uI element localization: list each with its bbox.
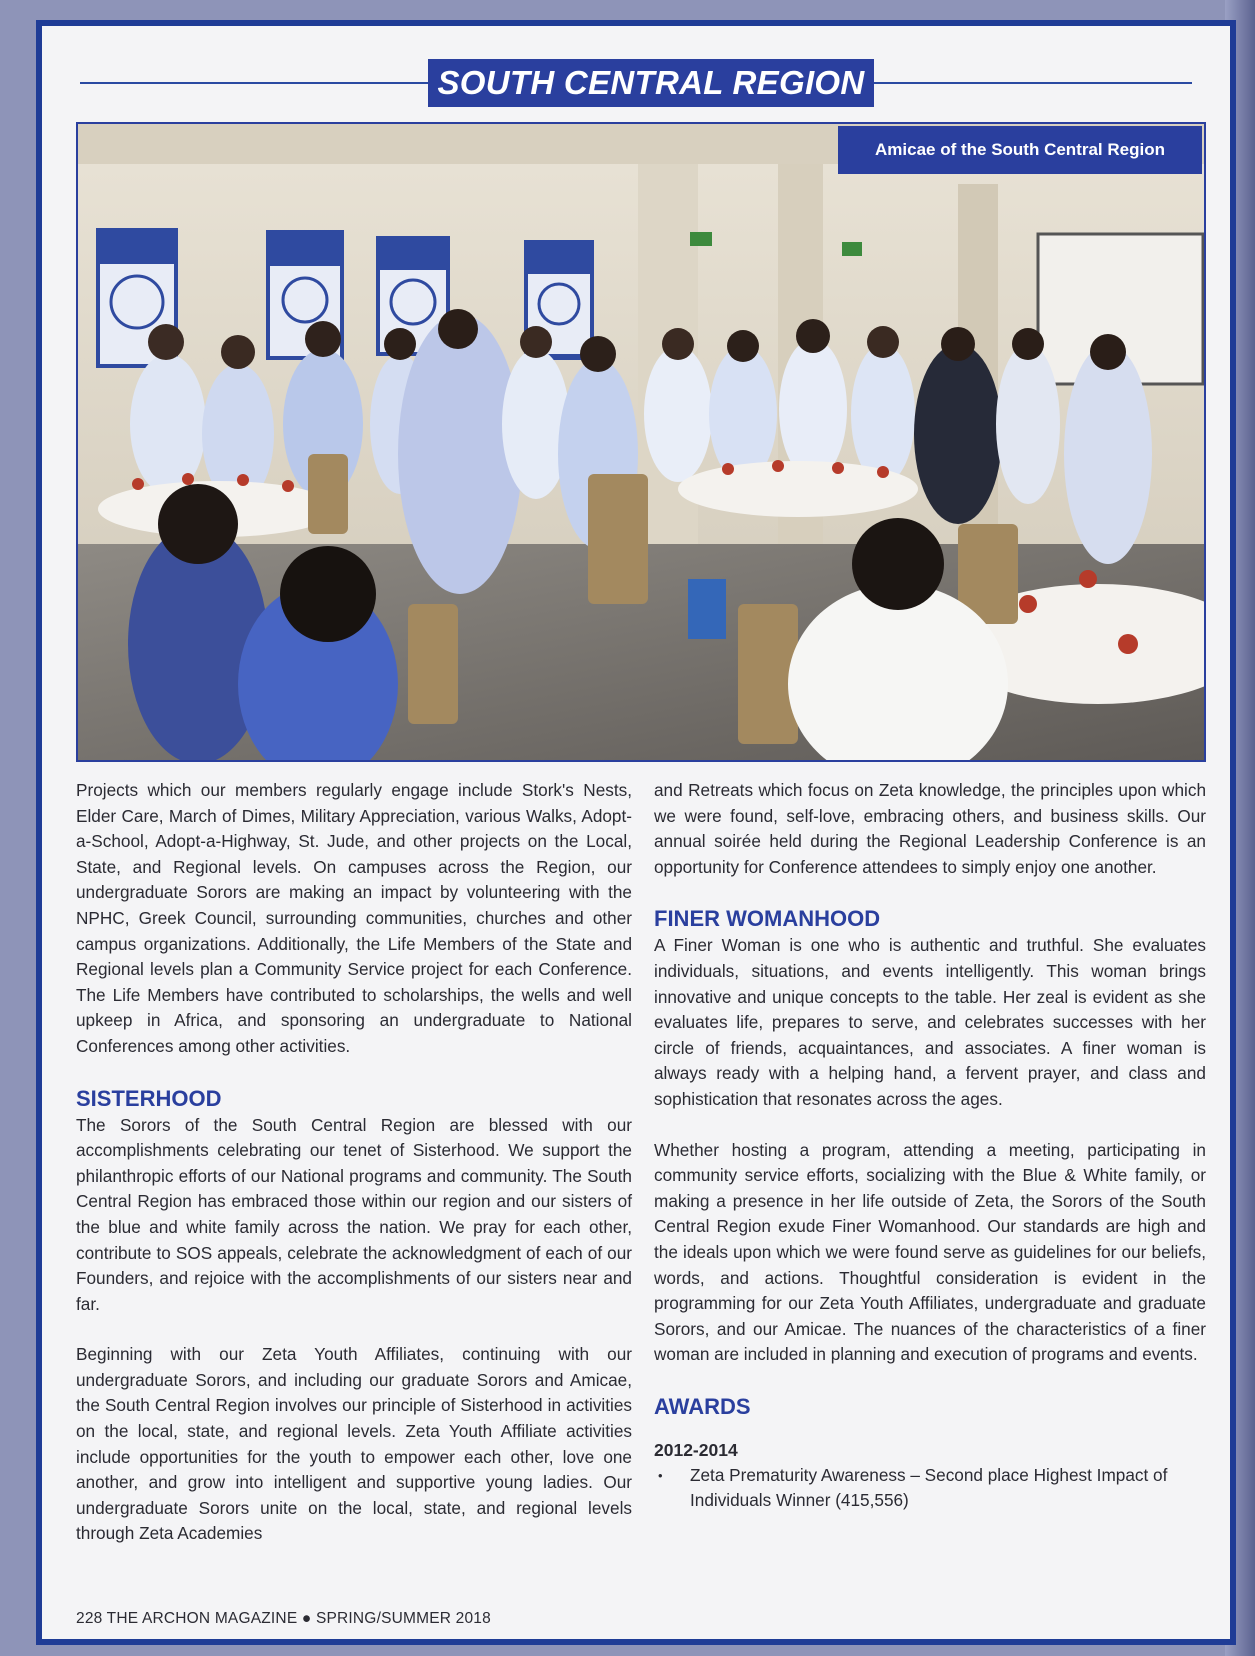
awards-heading: AWARDS	[654, 1393, 751, 1419]
finer-womanhood-paragraph-2: Whether hosting a program, attending a meeting, participating in community service efforts, socializing with the Blue & White family, or making a presence in her life outside of Zeta, the Sorors of the South Central Region exude Finer Womanhood. Our standards are high and the ideals upon which we were found serve as guidelines for our beliefs, words, and actions. Thoughtful consideration is evident in the programming for our Zeta Youth Affiliates, undergraduate and graduate Sorors, and our Amicae. The nuances of the characteristics of a finer woman are included in planning and execution of programs and events.	[654, 1139, 1206, 1365]
sisterhood-paragraph-2: Beginning with our Zeta Youth Affiliates, continuing with our undergraduate Sorors, and including our graduate Sorors and Amicae, the South Central Region involves our principle of Sisterhood in activities on the local, state, and regional levels. Zeta Youth Affiliate activities include opportunities for the youth to empower each other, love one another, and grow into intelligent and supportive young ladies. Our undergraduate Sorors unite on the local, state, and regional levels through Zeta Academies	[76, 1344, 632, 1544]
sisterhood-paragraph-1: The Sorors of the South Central Region are blessed with our accomplishments celebrating our tenet of Sisterhood. We support the philanthropic efforts of our National programs and community. The South Central Region has embraced those within our region and our sisters of the blue and white family across the nation. We pray for each other, contribute to SOS appeals, celebrate the acknowledgment of each of our Founders, and rejoice with the accomplishments of our sisters near and far.	[76, 1114, 632, 1314]
awards-period: 2012-2014	[654, 1439, 738, 1460]
intro-paragraph: Projects which our members regularly engage include Stork's Nests, Elder Care, March of Dimes, Military Appreciation, various Walks, Adopt-a-School, Adopt-a-Highway, St. Jude, and other projects on the Local, State, and Regional levels. On campuses across the Region, our undergraduate Sorors are making an impact by volunteering with the NPHC, Greek Council, surrounding communities, churches and other campus organizations. Additionally, the Life Members of the State and Regional levels plan a Community Service project for each Conference. The Life Members have contributed to scholarships, the wells and well upkeep in Africa, and sponsoring an undergraduate to National Conferences among other activities.	[76, 780, 632, 1056]
event-photo	[76, 122, 1206, 762]
right-column	[654, 778, 1206, 1514]
awards-list	[654, 1463, 1206, 1514]
page-footer: 228 THE ARCHON MAGAZINE ● SPRING/SUMMER 2018	[76, 1610, 491, 1627]
award-item: • Zeta Prematurity Awareness – Second place Highest Impact of Individuals Winner (415,556)	[654, 1463, 1206, 1514]
magazine-page	[36, 20, 1236, 1645]
finer-womanhood-paragraph-1: A Finer Woman is one who is authentic and truthful. She evaluates individuals, situations, and events intelligently. This woman brings innovative and unique concepts to the table. Her zeal is evident as she evaluates life, prepares to serve, and celebrates successes with her circle of friends, acquaintances, and associates. A finer woman is always ready with a helping hand, a fervent prayer, and class and sophistication that resonates across the ages.	[654, 935, 1206, 1109]
left-column	[76, 778, 632, 1572]
photo-caption: Amicae of the South Central Region	[838, 126, 1202, 174]
banquet-photo-illustration	[78, 124, 1206, 762]
page-title: SOUTH CENTRAL REGION	[428, 59, 874, 107]
continuation-paragraph: and Retreats which focus on Zeta knowledge, the principles upon which we were found, self-love, embracing others, and business skills. Our annual soirée held during the Regional Leadership Conference is an opportunity for Conference attendees to simply enjoy one another.	[654, 780, 1206, 877]
sisterhood-heading: SISTERHOOD	[76, 1085, 222, 1111]
finer-womanhood-heading: FINER WOMANHOOD	[654, 906, 881, 932]
